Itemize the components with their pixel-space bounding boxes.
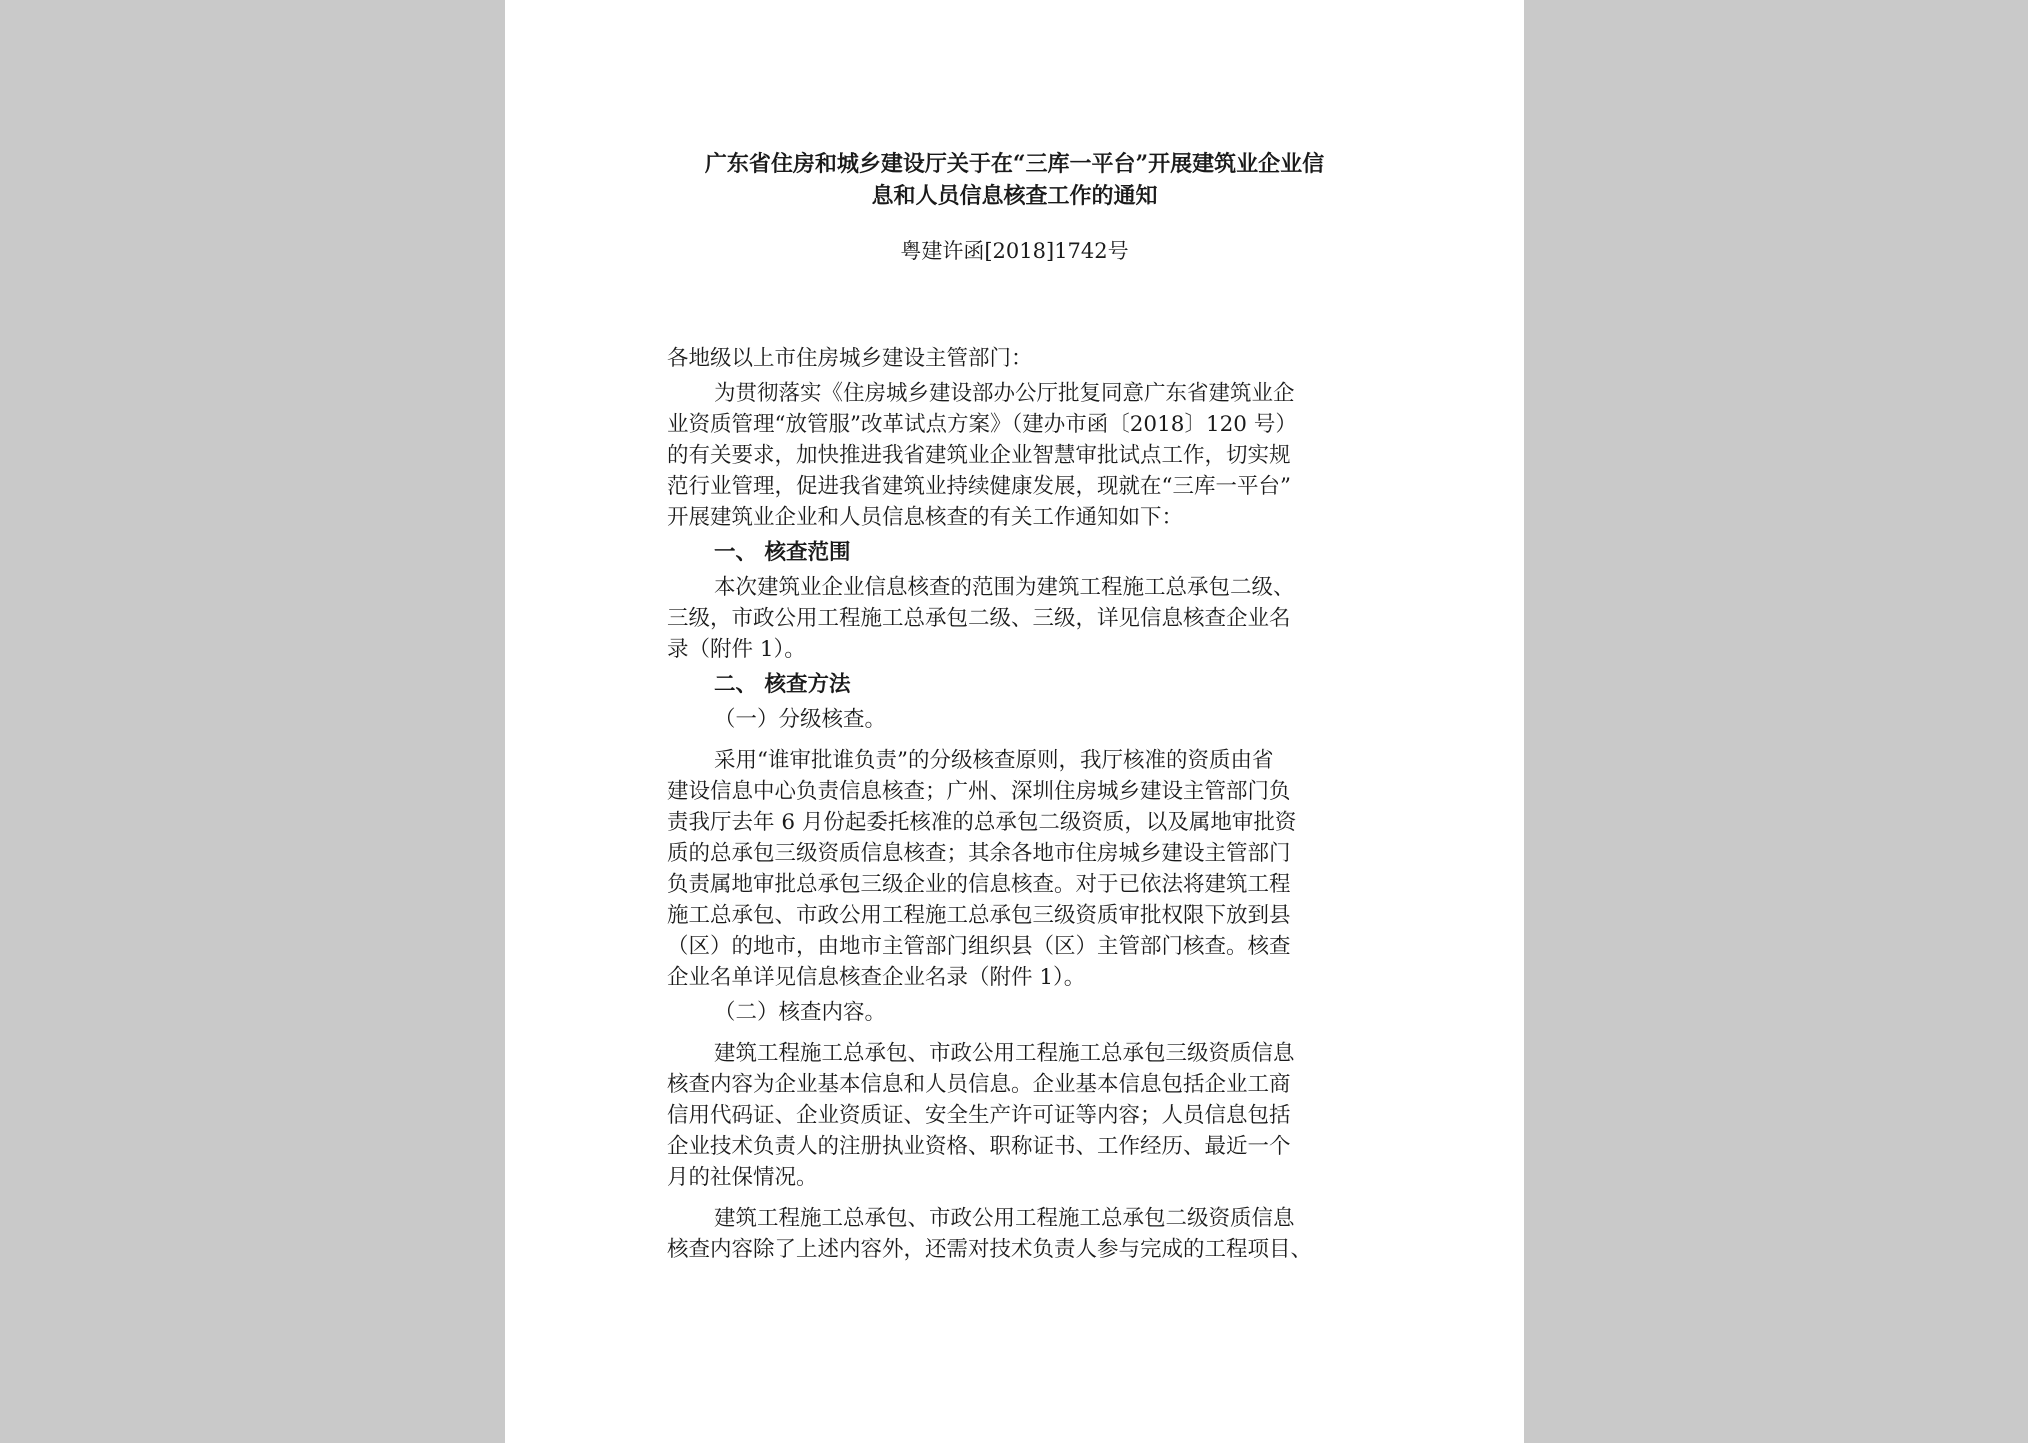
- document-page: [505, 0, 1524, 1443]
- subsection-heading: （二）核查内容。: [714, 1000, 887, 1025]
- title-line: 息和人员信息核查工作的通知: [871, 183, 1158, 209]
- paragraph-line: 本次建筑业企业信息核查的范围为建筑工程施工总承包二级、: [714, 575, 1295, 600]
- document-title: [505, 148, 1524, 212]
- paragraph-line: 建设信息中心负责信息核查；广州、深圳住房城乡建设主管部门负: [667, 779, 1291, 804]
- paragraph-line: 的有关要求，加快推进我省建筑业企业智慧审批试点工作，切实规: [667, 443, 1291, 468]
- paragraph-line: 业资质管理“放管服”改革试点方案》（建办市函〔2018〕120 号）: [667, 412, 1297, 437]
- paragraph-line: 核查内容除了上述内容外，还需对技术负责人参与完成的工程项目、: [667, 1237, 1313, 1262]
- addressee: 各地级以上市住房城乡建设主管部门：: [667, 346, 1033, 371]
- paragraph-line: 负责属地审批总承包三级企业的信息核查。对于已依法将建筑工程: [667, 872, 1291, 897]
- paragraph-line: 建筑工程施工总承包、市政公用工程施工总承包二级资质信息: [714, 1206, 1295, 1231]
- document-number: 粤建许函[2018]1742号: [900, 239, 1129, 263]
- paragraph-line: 月的社保情况。: [667, 1165, 818, 1190]
- section-heading: 二、 核查方法: [714, 672, 851, 697]
- document-body: [667, 343, 1382, 1265]
- paragraph-line: 建筑工程施工总承包、市政公用工程施工总承包三级资质信息: [714, 1041, 1295, 1066]
- paragraph-line: 采用“谁审批谁负责”的分级核查原则，我厅核准的资质由省: [714, 748, 1274, 773]
- paragraph-line: 为贯彻落实《住房城乡建设部办公厅批复同意广东省建筑业企: [714, 381, 1295, 406]
- paragraph-line: 企业技术负责人的注册执业资格、职称证书、工作经历、最近一个: [667, 1134, 1291, 1159]
- paragraph-line: 三级，市政公用工程施工总承包二级、三级，详见信息核查企业名: [667, 606, 1291, 631]
- paragraph-line: 信用代码证、企业资质证、安全生产许可证等内容；人员信息包括: [667, 1103, 1291, 1128]
- title-line: 广东省住房和城乡建设厅关于在“三库一平台”开展建筑业企业信: [704, 151, 1325, 177]
- section-heading: 一、 核查范围: [714, 540, 851, 565]
- paragraph-line: 施工总承包、市政公用工程施工总承包三级资质审批权限下放到县: [667, 903, 1291, 928]
- subsection-heading: （一）分级核查。: [714, 707, 887, 732]
- paragraph-line: 企业名单详见信息核查企业名录（附件 1）。: [667, 965, 1086, 990]
- paragraph-line: 录（附件 1）。: [667, 637, 806, 662]
- paragraph-line: 范行业管理，促进我省建筑业持续健康发展，现就在“三库一平台”: [667, 474, 1291, 499]
- paragraph-line: 责我厅去年 6 月份起委托核准的总承包二级资质，以及属地审批资: [667, 810, 1297, 835]
- paragraph-line: （区）的地市，由地市主管部门组织县（区）主管部门核查。核查: [667, 934, 1291, 959]
- paragraph-line: 开展建筑业企业和人员信息核查的有关工作通知如下：: [667, 505, 1184, 530]
- paragraph-line: 质的总承包三级资质信息核查；其余各地市住房城乡建设主管部门: [667, 841, 1291, 866]
- paragraph-line: 核查内容为企业基本信息和人员信息。企业基本信息包括企业工商: [667, 1072, 1291, 1097]
